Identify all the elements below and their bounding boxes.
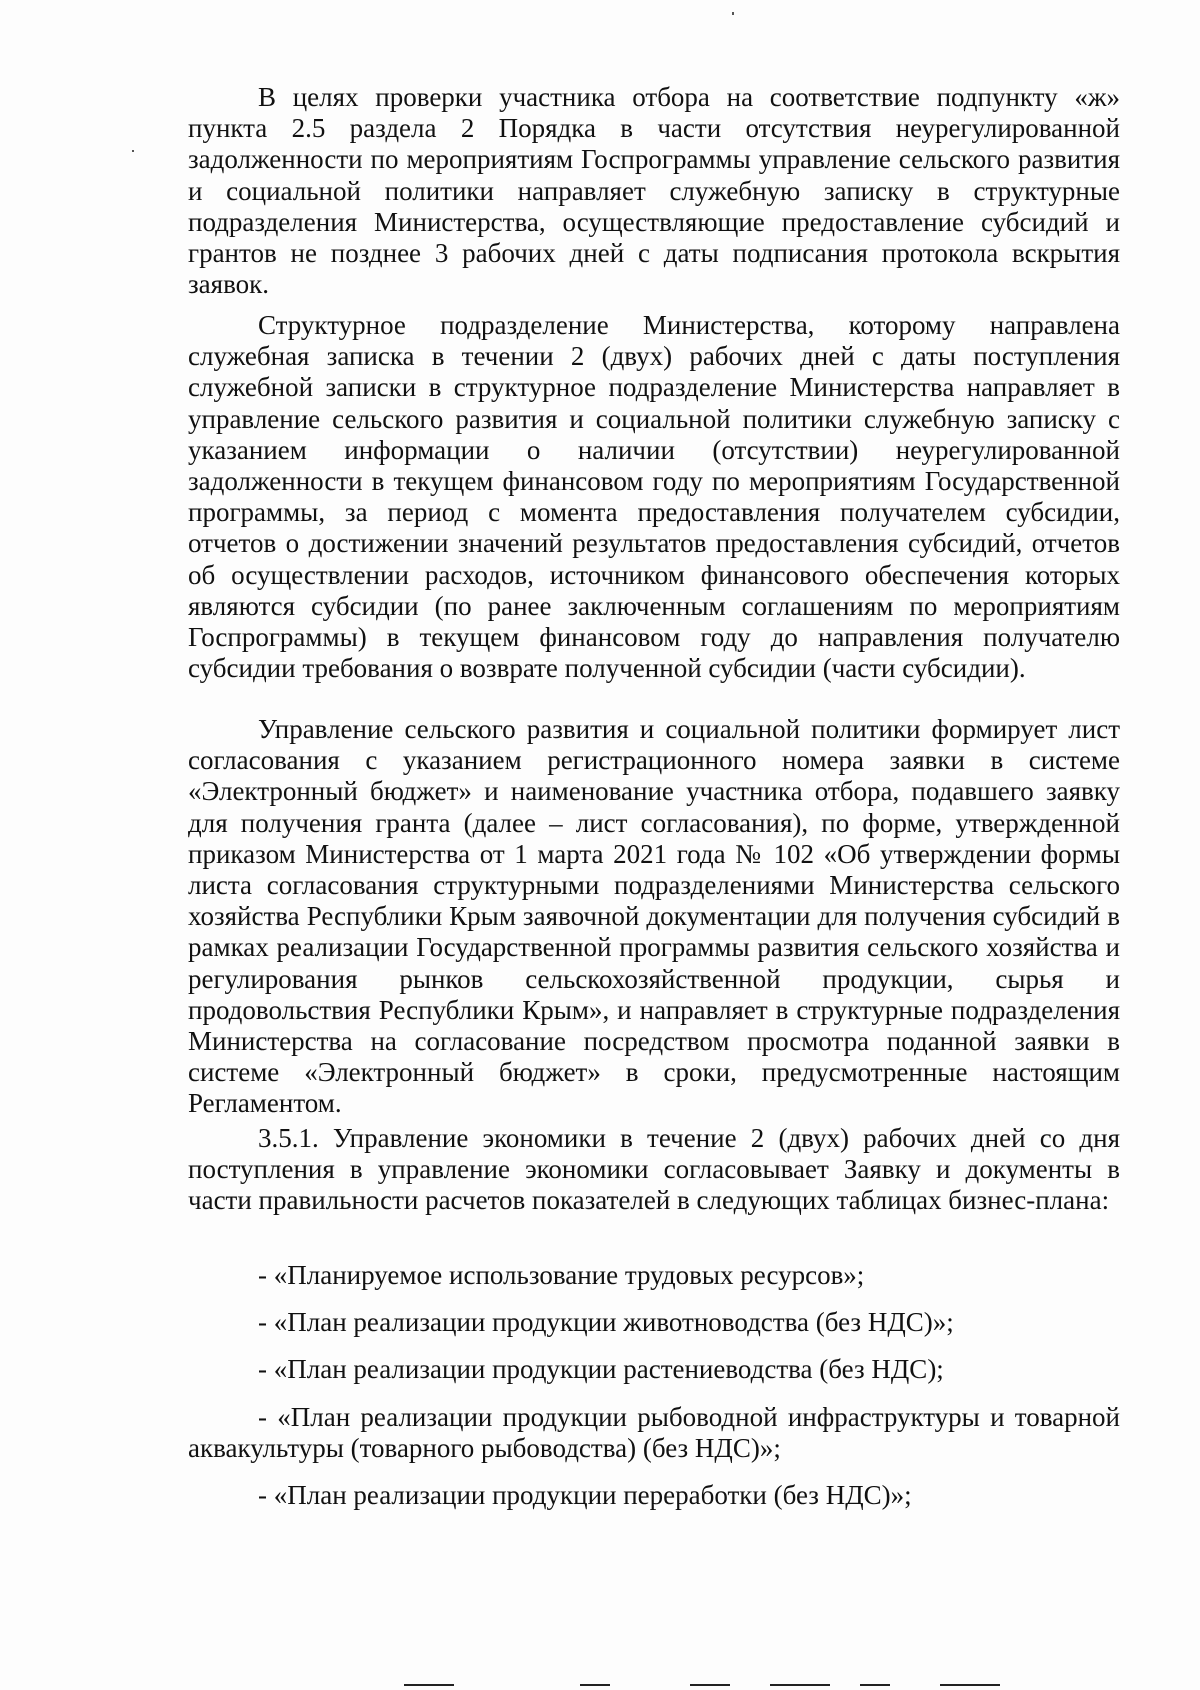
paragraph-4: 3.5.1. Управление экономики в течение 2 (двух) рабочих дней со дня поступления в управление экономики согласовывает Заявку и документы в части правильности расчетов показателей в следующих таблицах бизнес-плана:: [188, 1123, 1120, 1216]
list-item: - «План реализации продукции растениеводства (без НДС);: [258, 1354, 944, 1384]
scan-edge-mark: [580, 1684, 610, 1686]
list-item: - «План реализации продукции переработки (без НДС)»;: [258, 1480, 912, 1510]
paragraph-1: В целях проверки участника отбора на соответствие подпункту «ж» пункта 2.5 раздела 2 Порядка в части отсутствия неурегулированной задолженности по мероприятиям Госпрограммы управление сельского развития и социальной политики направляет служебную записку в структурные подразделения Министерства, осуществляющие предоставление субсидий и грантов не позднее 3 рабочих дней с даты подписания протокола вскрытия заявок.: [188, 82, 1120, 300]
scan-edge-mark: [770, 1684, 830, 1686]
scan-speck: [132, 150, 134, 152]
scan-edge-mark: [860, 1684, 890, 1686]
list-item: - «План реализации продукции животноводства (без НДС)»;: [258, 1307, 954, 1337]
scan-edge-mark: [940, 1684, 1000, 1686]
scan-edge-mark: [690, 1684, 730, 1686]
paragraph-2: Структурное подразделение Министерства, которому направлена служебная записка в течении 2 (двух) рабочих дней с даты поступления служебной записки в структурное подразделение Министерства направляет в управление сельского развития и социальной политики служебную записку с указанием информации о наличии (отсутствии) неурегулированной задолженности в текущем финансовом году по мероприятиям Государственной программы, за период с момента предоставления получателем субсидии, отчетов о достижении значений результатов предоставления субсидий, отчетов об осуществлении расходов, источником финансового обеспечения которых являются субсидии (по ранее заключенным соглашениям по мероприятиям Госпрограммы) в текущем финансовом году до направления получателю субсидии требования о возврате полученной субсидии (части субсидии).: [188, 310, 1120, 684]
scan-speck: [732, 12, 734, 15]
scan-edge-mark: [404, 1684, 454, 1686]
list-item: - «Планируемое использование трудовых ресурсов»;: [258, 1260, 865, 1290]
paragraph-3: Управление сельского развития и социальной политики формирует лист согласования с указанием регистрационного номера заявки в системе «Электронный бюджет» и наименование участника отбора, подавшего заявку для получения гранта (далее – лист согласования), по форме, утвержденной приказом Министерства от 1 марта 2021 года № 102 «Об утверждении формы листа согласования структурными подразделениями Министерства сельского хозяйства Республики Крым заявочной документации для получения субсидий в рамках реализации Государственной программы развития сельского хозяйства и регулирования рынков сельскохозяйственной продукции, сырья и продовольствия Республики Крым», и направляет в структурные подразделения Министерства на согласование посредством просмотра поданной заявки в системе «Электронный бюджет» в сроки, предусмотренные настоящим Регламентом.: [188, 714, 1120, 1119]
list-item: - «План реализации продукции рыбоводной инфраструктуры и товарной аквакультуры (товарного рыбоводства) (без НДС)»;: [188, 1402, 1120, 1464]
